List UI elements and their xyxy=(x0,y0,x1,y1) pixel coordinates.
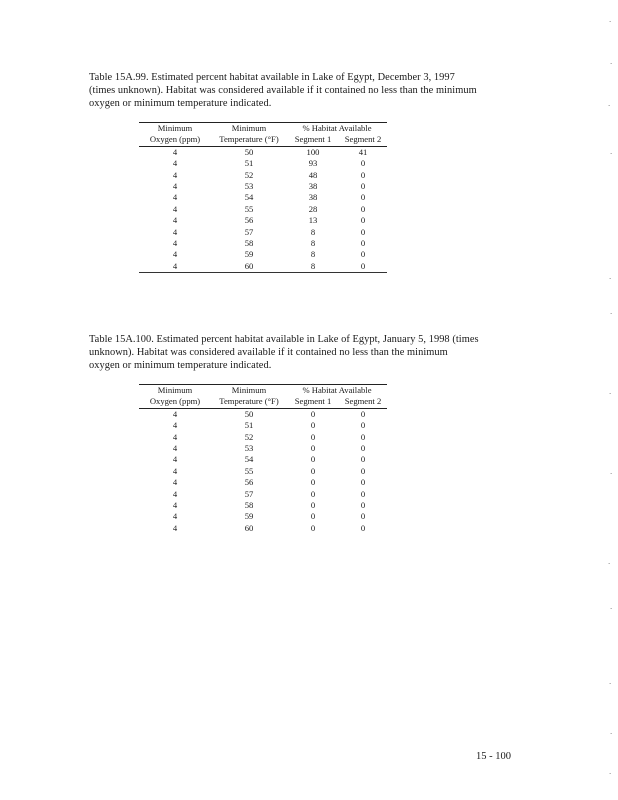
cell-segment-2: 0 xyxy=(360,511,366,522)
cell-segment-1: 0 xyxy=(310,443,316,454)
cell-temperature: 51 xyxy=(244,420,254,431)
scan-speck: · xyxy=(609,390,612,398)
cell-segment-1: 13 xyxy=(308,215,318,226)
cell-oxygen: 4 xyxy=(172,249,178,260)
cell-segment-2: 0 xyxy=(360,420,366,431)
cell-segment-2: 0 xyxy=(339,261,387,273)
cell-temperature: 52 xyxy=(244,431,254,442)
header-min-temperature-line2: Temperature (°F) xyxy=(211,396,287,408)
header-habitat-available-group: % Habitat Available xyxy=(287,385,387,397)
cell-segment-2: 0 xyxy=(360,203,366,214)
cell-oxygen: 4 xyxy=(172,420,178,431)
cell-temperature: 59 xyxy=(244,511,254,522)
cell-oxygen: 4 xyxy=(172,146,178,157)
cell-segment-2: 0 xyxy=(360,477,366,488)
cell-oxygen: 4 xyxy=(172,465,178,476)
cell-segment-1: 0 xyxy=(310,465,316,476)
cell-oxygen: 4 xyxy=(172,431,178,442)
cell-oxygen: 4 xyxy=(172,522,178,533)
header-segment-2: Segment 2 xyxy=(339,396,387,408)
cell-temperature: 58 xyxy=(244,238,254,249)
cell-temperature: 55 xyxy=(244,203,254,214)
cell-oxygen: 4 xyxy=(172,192,178,203)
table1 xyxy=(139,122,387,273)
cell-temperature: 57 xyxy=(244,488,254,499)
table2 xyxy=(139,384,387,534)
cell-segment-1: 38 xyxy=(308,192,318,203)
cell-segment-1: 8 xyxy=(310,238,316,249)
cell-segment-1: 8 xyxy=(310,226,316,237)
table-row xyxy=(139,500,387,511)
scan-speck: · xyxy=(610,730,613,738)
cell-segment-2: 0 xyxy=(360,488,366,499)
table-row xyxy=(139,466,387,477)
cell-segment-2: 0 xyxy=(360,465,366,476)
cell-oxygen: 4 xyxy=(172,488,178,499)
table-row xyxy=(139,489,387,500)
cell-temperature: 56 xyxy=(244,215,254,226)
table-row xyxy=(139,204,387,215)
cell-segment-1: 8 xyxy=(310,249,316,260)
table-row xyxy=(139,511,387,522)
header-min-temperature-line1: Minimum xyxy=(211,123,287,135)
cell-segment-2: 0 xyxy=(360,226,366,237)
cell-segment-1: 0 xyxy=(310,500,316,511)
table-row xyxy=(139,215,387,226)
scan-speck: · xyxy=(610,470,613,478)
cell-segment-1: 93 xyxy=(308,158,318,169)
cell-segment-1: 48 xyxy=(308,169,318,180)
scan-speck: · xyxy=(608,560,611,568)
header-segment-1: Segment 1 xyxy=(287,134,339,146)
cell-oxygen: 4 xyxy=(172,181,178,192)
scan-speck: · xyxy=(608,102,611,110)
table-row xyxy=(139,227,387,238)
table-row xyxy=(139,181,387,192)
header-min-oxygen-line2: Oxygen (ppm) xyxy=(139,396,211,408)
cell-temperature: 51 xyxy=(244,158,254,169)
cell-oxygen: 4 xyxy=(172,454,178,465)
cell-temperature: 53 xyxy=(244,443,254,454)
scan-speck: · xyxy=(609,680,612,688)
table-row xyxy=(139,523,387,534)
cell-temperature: 54 xyxy=(244,192,254,203)
header-min-oxygen-line1: Minimum xyxy=(139,123,211,135)
scan-speck: · xyxy=(610,150,613,158)
table-row xyxy=(139,158,387,169)
cell-segment-2: 0 xyxy=(360,169,366,180)
cell-temperature: 59 xyxy=(244,249,254,260)
cell-segment-1: 0 xyxy=(310,454,316,465)
cell-temperature: 60 xyxy=(211,261,287,273)
table-row xyxy=(139,408,387,420)
scan-speck: · xyxy=(610,60,613,68)
cell-segment-1: 100 xyxy=(306,146,320,157)
cell-segment-1: 0 xyxy=(310,408,316,419)
cell-segment-2: 0 xyxy=(360,238,366,249)
cell-temperature: 53 xyxy=(244,181,254,192)
cell-segment-2: 0 xyxy=(360,158,366,169)
cell-temperature: 60 xyxy=(244,522,254,533)
cell-oxygen: 4 xyxy=(139,261,211,273)
header-segment-1: Segment 1 xyxy=(287,396,339,408)
cell-temperature: 56 xyxy=(244,477,254,488)
cell-segment-2: 0 xyxy=(360,443,366,454)
table-row xyxy=(139,192,387,203)
cell-oxygen: 4 xyxy=(172,443,178,454)
cell-segment-2: 0 xyxy=(360,500,366,511)
cell-segment-2: 0 xyxy=(360,408,366,419)
cell-oxygen: 4 xyxy=(172,511,178,522)
cell-oxygen: 4 xyxy=(172,215,178,226)
cell-segment-1: 0 xyxy=(310,488,316,499)
cell-segment-2: 0 xyxy=(360,431,366,442)
cell-segment-2: 0 xyxy=(360,249,366,260)
cell-temperature: 55 xyxy=(244,465,254,476)
cell-segment-2: 0 xyxy=(360,192,366,203)
header-min-oxygen-line1: Minimum xyxy=(139,385,211,397)
header-segment-2: Segment 2 xyxy=(339,134,387,146)
table-row xyxy=(139,249,387,260)
cell-segment-2: 0 xyxy=(360,454,366,465)
scan-speck: · xyxy=(609,770,612,778)
cell-segment-2: 41 xyxy=(358,146,368,157)
cell-temperature: 52 xyxy=(244,169,254,180)
page-number: 15 - 100 xyxy=(476,751,511,762)
scan-speck: · xyxy=(609,18,612,26)
cell-oxygen: 4 xyxy=(172,203,178,214)
cell-segment-1: 8 xyxy=(287,261,339,273)
table-row xyxy=(139,420,387,431)
cell-segment-2: 0 xyxy=(360,181,366,192)
table-row xyxy=(139,238,387,249)
header-min-temperature-line2: Temperature (°F) xyxy=(211,134,287,146)
cell-segment-1: 0 xyxy=(310,477,316,488)
cell-oxygen: 4 xyxy=(172,169,178,180)
cell-temperature: 50 xyxy=(244,408,254,419)
cell-oxygen: 4 xyxy=(172,500,178,511)
table-row xyxy=(139,146,387,158)
table-row xyxy=(139,477,387,488)
header-habitat-available-group: % Habitat Available xyxy=(287,123,387,135)
cell-segment-2: 0 xyxy=(360,215,366,226)
cell-oxygen: 4 xyxy=(172,408,178,419)
cell-oxygen: 4 xyxy=(172,158,178,169)
header-min-oxygen-line2: Oxygen (ppm) xyxy=(139,134,211,146)
scan-speck: · xyxy=(610,605,613,613)
cell-oxygen: 4 xyxy=(172,477,178,488)
cell-segment-1: 0 xyxy=(310,511,316,522)
cell-segment-1: 28 xyxy=(308,203,318,214)
cell-segment-1: 38 xyxy=(308,181,318,192)
cell-segment-1: 0 xyxy=(310,431,316,442)
table-row xyxy=(139,443,387,454)
cell-segment-1: 0 xyxy=(310,522,316,533)
scan-speck: · xyxy=(610,310,613,318)
table-row xyxy=(139,261,387,273)
cell-temperature: 54 xyxy=(244,454,254,465)
table-row xyxy=(139,454,387,465)
table1-caption: Table 15A.99. Estimated percent habitat available in Lake of Egypt, December 3, 1997 (times unknown). Habitat was considered available if it contained no less than the minimum oxygen or minimum temperature indicated. xyxy=(89,72,477,109)
cell-oxygen: 4 xyxy=(172,226,178,237)
cell-oxygen: 4 xyxy=(172,238,178,249)
cell-segment-1: 0 xyxy=(310,420,316,431)
cell-segment-2: 0 xyxy=(360,522,366,533)
table2-caption: Table 15A.100. Estimated percent habitat available in Lake of Egypt, January 5, 1998 (times unknown). Habitat was considered available if it contained no less than the minimum oxygen or minimum temperature indicated. xyxy=(89,334,479,371)
scan-speck: · xyxy=(609,275,612,283)
table-row xyxy=(139,432,387,443)
table-row xyxy=(139,170,387,181)
cell-temperature: 58 xyxy=(244,500,254,511)
cell-temperature: 50 xyxy=(244,146,254,157)
cell-temperature: 57 xyxy=(244,226,254,237)
header-min-temperature-line1: Minimum xyxy=(211,385,287,397)
